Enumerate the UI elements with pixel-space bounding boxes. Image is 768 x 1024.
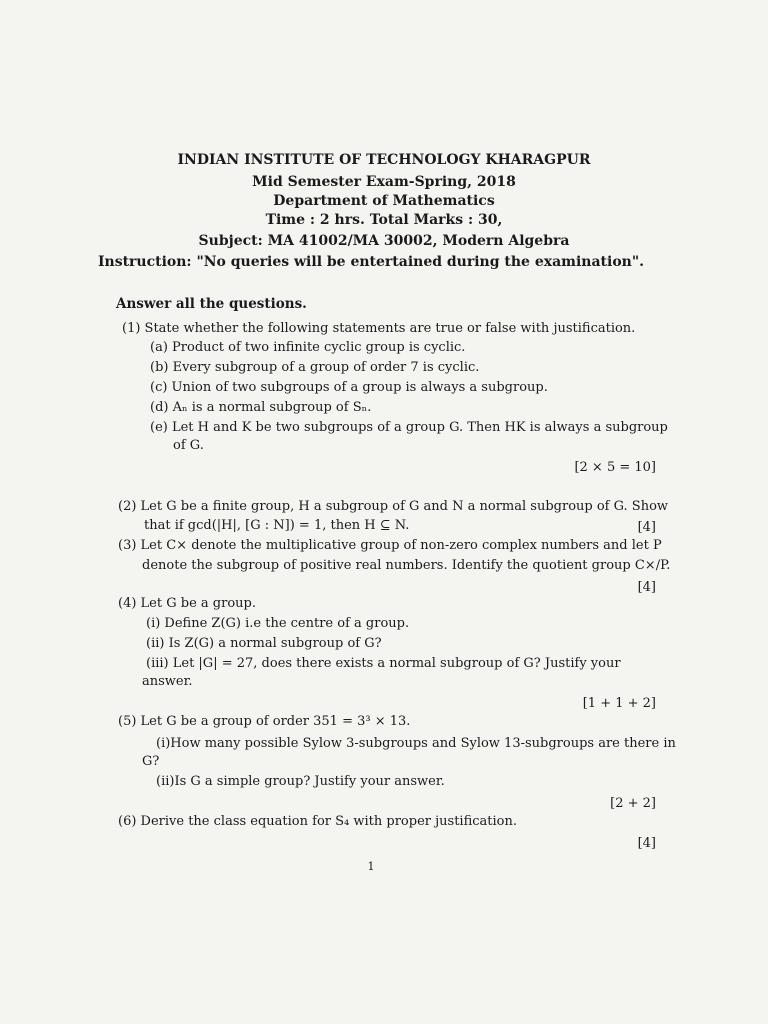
q3-marks: [4] — [637, 580, 656, 595]
q5-marks: [2 + 2] — [610, 796, 656, 811]
q1-e-line1: (e) Let H and K be two subgroups of a group G. Then HK is always a subgroup — [150, 420, 668, 435]
q1-b: (b) Every subgroup of a group of order 7 is cyclic. — [150, 360, 480, 375]
q1-a: (a) Product of two infinite cyclic group is cyclic. — [150, 340, 466, 355]
q3-line2: denote the subgroup of positive real numbers. Identify the quotient group C×/P. — [142, 558, 671, 573]
q1-marks: [2 × 5 = 10] — [574, 460, 656, 475]
q4-iii-line1: (iii) Let |G| = 27, does there exists a normal subgroup of G? Justify your — [146, 656, 621, 671]
q5-i-line2: G? — [142, 754, 160, 769]
institute-title: INDIAN INSTITUTE OF TECHNOLOGY KHARAGPUR — [177, 152, 591, 168]
q2-marks: [4] — [637, 520, 656, 535]
time-marks: Time : 2 hrs. Total Marks : 30, — [265, 212, 503, 228]
q4-i: (i) Define Z(G) i.e the centre of a group. — [146, 616, 410, 631]
q2-line1: (2) Let G be a finite group, H a subgroup of G and N a normal subgroup of G. Show — [118, 499, 669, 514]
q5-ii: (ii)Is G a simple group? Justify your answer. — [156, 774, 445, 789]
q6-stem: (6) Derive the class equation for S₄ with proper justification. — [118, 814, 517, 829]
q1-stem: (1) State whether the following statements are true or false with justification. — [122, 321, 636, 336]
exam-title: Mid Semester Exam-Spring, 2018 — [252, 174, 516, 190]
department-title: Department of Mathematics — [273, 193, 495, 209]
instruction-line: Instruction: "No queries will be entertained during the examination". — [97, 254, 645, 270]
q4-marks: [1 + 1 + 2] — [582, 696, 656, 711]
q4-ii: (ii) Is Z(G) a normal subgroup of G? — [146, 636, 382, 651]
q1-c: (c) Union of two subgroups of a group is always a subgroup. — [150, 380, 548, 395]
q6-marks: [4] — [637, 836, 656, 851]
q5-stem: (5) Let G be a group of order 351 = 3³ × 13. — [118, 714, 411, 729]
q1-d: (d) Aₙ is a normal subgroup of Sₙ. — [150, 400, 372, 415]
q5-i-line1: (i)How many possible Sylow 3-subgroups and Sylow 13-subgroups are there in — [156, 736, 676, 751]
q4-iii-line2: answer. — [142, 674, 193, 689]
subject-line: Subject: MA 41002/MA 30002, Modern Algebra — [198, 233, 570, 249]
answer-all-heading: Answer all the questions. — [116, 296, 307, 312]
q3-line1: (3) Let C× denote the multiplicative group of non-zero complex numbers and let P — [118, 538, 662, 553]
q1-e-line2: of G. — [173, 438, 204, 453]
q2-line2: that if gcd(|H|, [G : N]) = 1, then H ⊆ N. — [144, 518, 410, 533]
q4-stem: (4) Let G be a group. — [118, 596, 256, 611]
page-number: 1 — [367, 860, 375, 873]
